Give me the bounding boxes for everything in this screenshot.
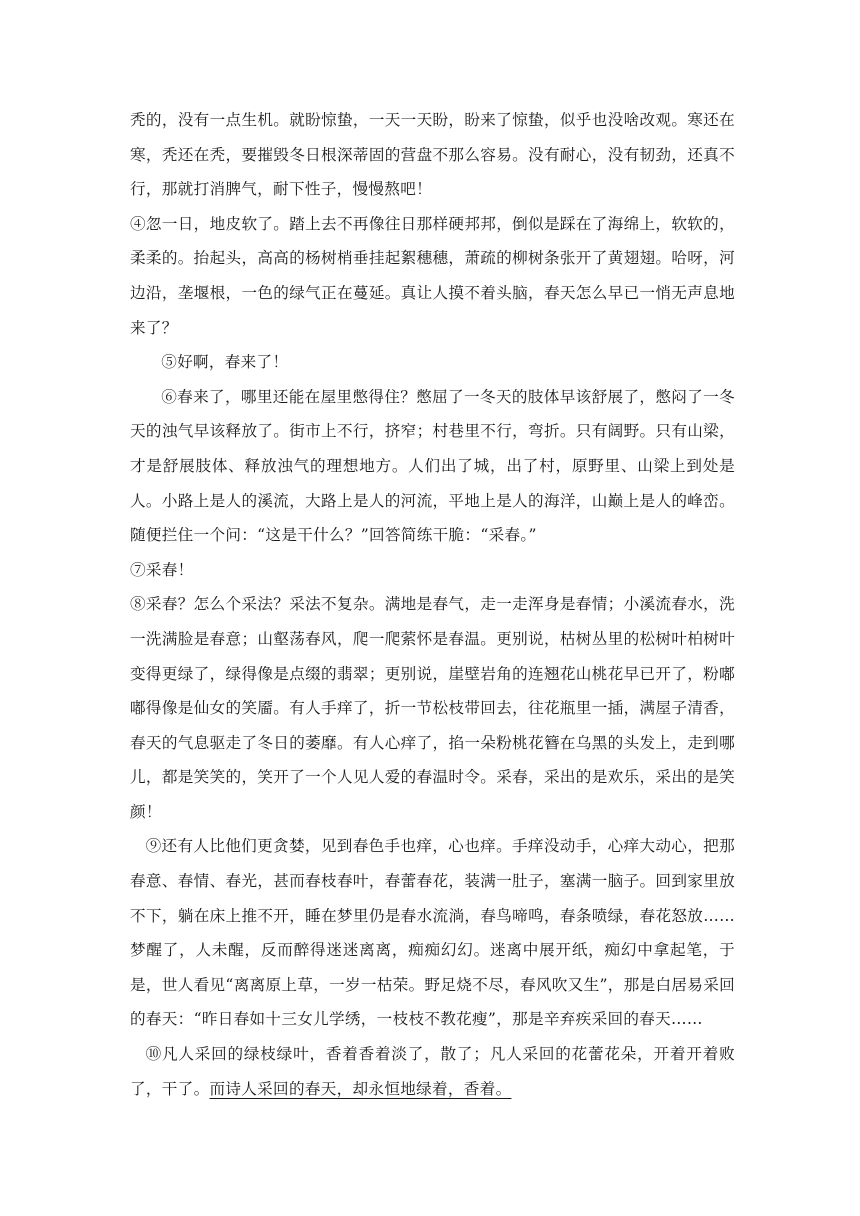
paragraph-7: ⑦采春！: [130, 560, 194, 579]
paragraph-6: ⑥春来了，哪里还能在屋里憋得住？憋屈了一冬天的肢体早该舒展了，憋闷了一冬天的浊气早该释放了。街市上不行，挤窄；村巷里不行，弯折。只有阔野。只有山梁，才是舒展肢体、释放浊气的理想地方。人们出了城，出了村，原野里、山梁上到处是人。小路上是人的溪流，大路上是人的河流，平地上是人的海洋，山巅上是人的峰峦。随便拦住一个问：“这是干什么？”回答简练干脆：“采春。”: [130, 387, 735, 545]
paragraph-5: ⑤好啊，春来了！: [161, 353, 289, 372]
paragraph-10-text: ⑩凡人采回的绿枝绿叶，香着香着淡了，散了；凡人采回的花蕾花朵，开着开着败了，干了。: [130, 1045, 735, 1098]
article-body: [130, 103, 735, 1106]
paragraph-4: ④忽一日，地皮软了。踏上去不再像往日那样硬邦邦，倒似是踩在了海绵上，软软的，柔柔的。抬起头，高高的杨树梢垂挂起絮穗穗，萧疏的柳树条张开了黄翅翅。哈呀，河边沿，垄堰根，一色的绿气正在蔓延。真让人摸不着头脑，春天怎么早已一悄无声息地来了？: [130, 214, 735, 337]
paragraph-10: [130, 1037, 735, 1106]
paragraph-3-continued: 秃的，没有一点生机。就盼惊蛰，一天一天盼，盼来了惊蛰，似乎也没啥改观。寒还在寒，秃还在秃，要摧毁冬日根深蒂固的营盘不那么容易。没有耐心，没有韧劲，还真不行，那就打消脾气，耐下性子，慢慢熬吧！: [130, 111, 735, 199]
underlined-key-sentence: 而诗人采回的春天，却永恒地绿着，香着。: [209, 1079, 512, 1098]
paragraph-8: ⑧采春？怎么个采法？采法不复杂。满地是春气，走一走浑身是春情；小溪流春水，洗一洗满脸是春意；山壑荡春风，爬一爬萦怀是春温。更别说，枯树丛里的松树叶柏树叶变得更绿了，绿得像是点缀的翡翠；更别说，崖壁岩角的连翘花山桃花早已开了，粉嘟嘟得像是仙女的笑靥。有人手痒了，折一节松枝带回去，往花瓶里一插，满屋子清香，春天的气息驱走了冬日的萎靡。有人心痒了，掐一朵粉桃花簪在乌黑的头发上，走到哪儿，都是笑笑的，笑开了一个人见人爱的春温时令。采春，采出的是欢乐，采出的是笑颜！: [130, 595, 735, 821]
paragraph-9: ⑨还有人比他们更贪婪，见到春色手也痒，心也痒。手痒没动手，心痒大动心，把那春意、春情、春光，甚而春枝春叶，春蕾春花，装满一肚子，塞满一脑子。回到家里放不下，躺在床上推不开，睡在梦里仍是春水流淌，春鸟啼鸣，春条喷绿，春花怒放……梦醒了，人未醒，反而醉得迷迷离离，痴痴幻幻。迷离中展开纸，痴幻中拿起笔，于是，世人看见“离离原上草，一岁一枯荣。野足烧不尽，春风吹又生”，那是白居易采回的春天：“昨日春如十三女儿学绣，一枝枝不教花瘦”，那是辛弃疾采回的春天……: [130, 837, 735, 1029]
